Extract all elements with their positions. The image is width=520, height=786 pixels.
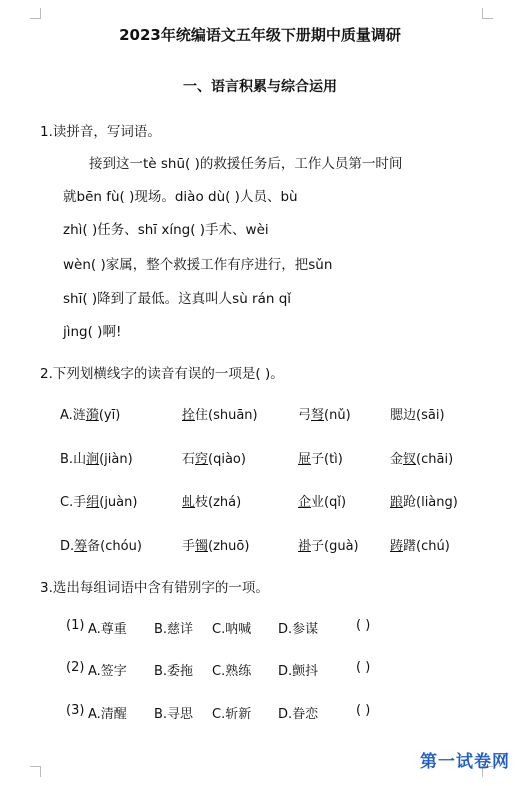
crop-mark xyxy=(482,8,493,19)
option-text: 手 xyxy=(182,539,196,554)
question-3-choice: C.斩新 xyxy=(212,707,252,722)
question-3-number: (1) xyxy=(66,618,85,633)
option-text: (yī) xyxy=(98,408,121,423)
question-1-line: 就bēn fù( )现场。diào dù( )人员、bù xyxy=(63,189,298,205)
question-2-option-item xyxy=(182,448,246,467)
option-text: 躇(chú) xyxy=(403,539,450,554)
option-text: 跄(liàng) xyxy=(403,495,458,510)
question-3-choice: B.寻思 xyxy=(154,707,194,722)
question-2-stem: 2.下列划横线字的读音有误的一项是( )。 xyxy=(40,366,284,382)
option-text: (qiào) xyxy=(208,452,246,467)
question-2-option-item xyxy=(182,535,249,554)
option-text: 腮 xyxy=(390,408,404,423)
question-1-stem: 1.读拼音，写词语。 xyxy=(40,124,161,140)
underlined-character: 钗 xyxy=(403,452,417,467)
question-3-choice: A.签字 xyxy=(88,664,127,679)
option-text: (jiàn) xyxy=(99,452,133,467)
question-1-line: jìng( )啊! xyxy=(63,324,122,340)
question-2-option-label: C. xyxy=(60,495,74,510)
question-2-option-label: B. xyxy=(60,452,74,467)
option-text: 手 xyxy=(73,495,87,510)
option-text: 业(qǐ) xyxy=(311,495,347,510)
question-1-line: wèn( )家属，整个救援工作有序进行，把sǔn xyxy=(63,257,333,273)
option-text: (juàn) xyxy=(99,495,138,510)
question-3-choice: A.清醒 xyxy=(88,707,127,722)
option-text: 子(guà) xyxy=(311,539,359,554)
underlined-character: 企 xyxy=(298,495,312,510)
option-text: 石 xyxy=(182,452,196,467)
question-2-option-label: D. xyxy=(60,539,75,554)
underlined-character: 褂 xyxy=(298,539,312,554)
question-3-choice: D.眷恋 xyxy=(278,707,319,722)
question-2-option-item xyxy=(60,404,120,423)
question-2-option-item xyxy=(390,491,458,510)
option-text: 涟 xyxy=(72,408,86,423)
answer-blank: ( ) xyxy=(356,660,371,675)
question-3-stem: 3.选出每组词语中含有错别字的一项。 xyxy=(40,580,269,596)
underlined-character: 拴 xyxy=(182,408,196,423)
underlined-character: 绢 xyxy=(86,495,100,510)
option-text: 弓 xyxy=(298,408,312,423)
question-2-option-item xyxy=(60,448,133,467)
crop-mark xyxy=(30,766,41,777)
underlined-character: 弩 xyxy=(311,408,325,423)
question-2-option-item xyxy=(298,491,346,510)
question-2-option-item xyxy=(60,535,142,554)
question-3-choice: B.慈详 xyxy=(154,622,194,637)
underlined-character: 屉 xyxy=(298,452,312,467)
underlined-character: 漪 xyxy=(85,408,99,423)
option-text: (zhuō) xyxy=(208,539,250,554)
question-2-option-item xyxy=(390,448,453,467)
question-2-option-item xyxy=(60,491,137,510)
underlined-character: 踌 xyxy=(390,539,404,554)
question-2-option-item xyxy=(390,404,445,423)
option-text: 子(tì) xyxy=(311,452,343,467)
answer-blank: ( ) xyxy=(356,703,371,718)
question-2-option-item xyxy=(298,448,343,467)
option-text: (chāi) xyxy=(416,452,454,467)
question-3-choice: B.委拖 xyxy=(154,664,194,679)
question-1-line: zhì( )任务、shī xíng( )手术、wèi xyxy=(63,222,269,238)
underlined-character: 筹 xyxy=(74,539,88,554)
option-text: 枝(zhá) xyxy=(195,495,242,510)
question-2-option-item xyxy=(182,491,241,510)
question-3-choice: C.呐喊 xyxy=(212,622,252,637)
answer-blank: ( ) xyxy=(356,618,371,633)
question-2-option-item xyxy=(390,535,450,554)
exam-title: 2023年统编语文五年级下册期中质量调研 xyxy=(119,26,401,44)
question-3-choice: D.颤抖 xyxy=(278,664,319,679)
option-text: 住(shuān) xyxy=(195,408,258,423)
crop-mark xyxy=(30,8,41,19)
underlined-character: 虬 xyxy=(182,495,196,510)
option-text: 山 xyxy=(73,452,87,467)
question-2-option-item xyxy=(298,535,359,554)
question-2-option-item xyxy=(182,404,258,423)
question-1-line: shī( )降到了最低。这真叫人sù rán qǐ xyxy=(63,291,292,307)
question-3-number: (2) xyxy=(66,660,85,675)
question-3-choice: D.参谋 xyxy=(278,622,319,637)
option-text: 边(sāi) xyxy=(403,408,445,423)
question-3-choice: C.熟练 xyxy=(212,664,252,679)
question-2-option-item xyxy=(298,404,351,423)
underlined-character: 窍 xyxy=(195,452,209,467)
underlined-character: 涧 xyxy=(86,452,100,467)
option-text: (nǔ) xyxy=(324,408,351,423)
underlined-character: 镯 xyxy=(195,539,209,554)
option-text: 备(chóu) xyxy=(87,539,142,554)
section-heading: 一、语言积累与综合运用 xyxy=(183,79,337,95)
question-3-number: (3) xyxy=(66,703,85,718)
question-1-line: 接到这一tè shū( )的救援任务后，工作人员第一时间 xyxy=(89,156,403,172)
question-3-choice: A.尊重 xyxy=(88,622,127,637)
underlined-character: 踉 xyxy=(390,495,404,510)
option-text: 金 xyxy=(390,452,404,467)
question-2-option-label: A. xyxy=(60,408,73,423)
watermark-text: 第一试卷网 xyxy=(420,752,510,772)
